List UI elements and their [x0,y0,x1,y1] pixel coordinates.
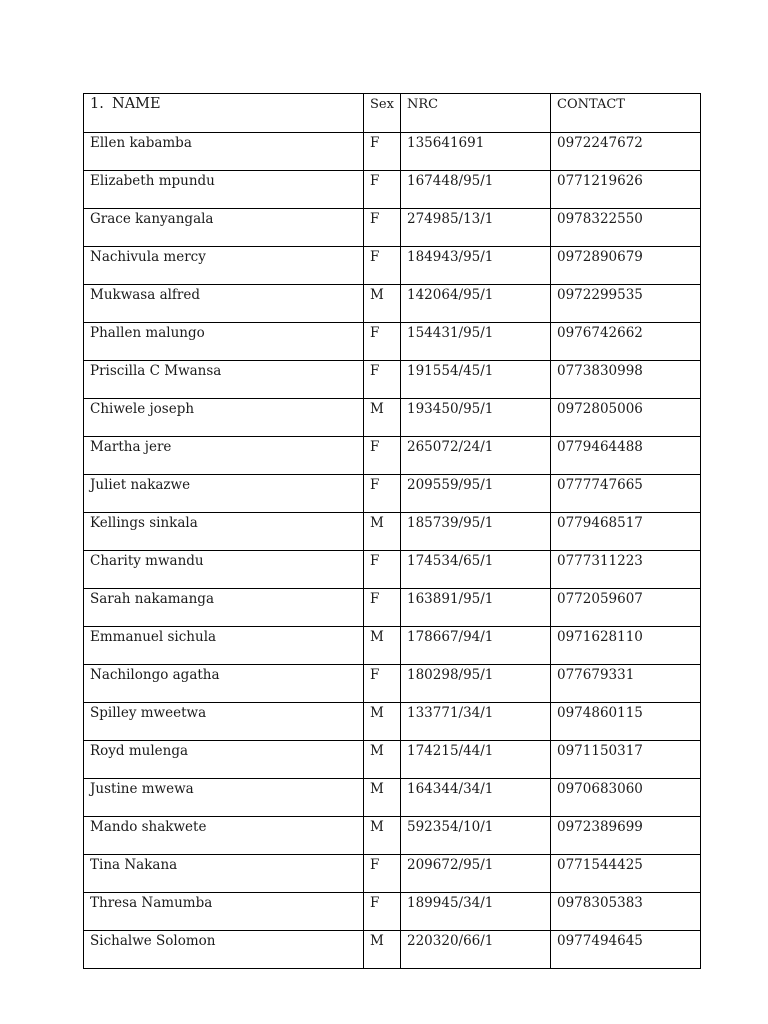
sex-cell: F [364,171,401,209]
nrc-cell: 154431/95/1 [401,323,551,361]
nrc-cell: 174534/65/1 [401,551,551,589]
contact-cell: 0772059607 [551,589,701,627]
header-sex-cell [364,94,401,133]
nrc-cell: 142064/95/1 [401,285,551,323]
sex-cell: F [364,437,401,475]
sex-cell: M [364,703,401,741]
contact-cell: 0972805006 [551,399,701,437]
sex-cell: F [364,551,401,589]
header-nrc-cell [401,94,551,133]
nrc-cell: 592354/10/1 [401,817,551,855]
table-row [84,361,701,399]
table-row [84,171,701,209]
nrc-cell: 135641691 [401,133,551,171]
nrc-cell: 164344/34/1 [401,779,551,817]
table-row [84,247,701,285]
nrc-cell: 163891/95/1 [401,589,551,627]
name-cell: Nachilongo agatha [84,665,364,703]
name-cell: Thresa Namumba [84,893,364,931]
table-row [84,475,701,513]
sex-cell: F [364,209,401,247]
nrc-cell: 220320/66/1 [401,931,551,969]
sex-cell: F [364,665,401,703]
contact-cell: 0777311223 [551,551,701,589]
sex-cell: F [364,475,401,513]
contact-cell: 0978305383 [551,893,701,931]
name-cell: Nachivula mercy [84,247,364,285]
header-nrc-label: NRC [407,97,439,112]
table-row [84,513,701,551]
name-cell: Spilley mweetwa [84,703,364,741]
nrc-cell: 191554/45/1 [401,361,551,399]
nrc-cell: 184943/95/1 [401,247,551,285]
table-row [84,893,701,931]
table-row [84,779,701,817]
name-cell: Martha jere [84,437,364,475]
table-row [84,399,701,437]
nrc-cell: 265072/24/1 [401,437,551,475]
contact-cell: 0971628110 [551,627,701,665]
table-row [84,209,701,247]
table-row [84,855,701,893]
contact-cell: 0971150317 [551,741,701,779]
table-row [84,323,701,361]
name-cell: Ellen kabamba [84,133,364,171]
sex-cell: M [364,399,401,437]
table-header-row [84,94,701,133]
contact-cell: 0974860115 [551,703,701,741]
sex-cell: F [364,589,401,627]
contact-cell: 0972299535 [551,285,701,323]
nrc-cell: 180298/95/1 [401,665,551,703]
contact-cell: 0779464488 [551,437,701,475]
name-cell: Mukwasa alfred [84,285,364,323]
table-row [84,133,701,171]
sex-cell: M [364,627,401,665]
member-table [83,93,701,969]
name-cell: Kellings sinkala [84,513,364,551]
table-row [84,741,701,779]
table-row [84,627,701,665]
contact-cell: 0777747665 [551,475,701,513]
name-cell: Mando shakwete [84,817,364,855]
sex-cell: M [364,779,401,817]
contact-cell: 0972890679 [551,247,701,285]
name-cell: Tina Nakana [84,855,364,893]
table-row [84,437,701,475]
header-contact-label: CONTACT [557,97,625,112]
list-number: 1. [90,96,104,112]
sex-cell: F [364,323,401,361]
name-cell: Royd mulenga [84,741,364,779]
contact-cell: 0771219626 [551,171,701,209]
table-body [84,94,701,969]
nrc-cell: 189945/34/1 [401,893,551,931]
contact-cell: 0976742662 [551,323,701,361]
contact-cell: 0771544425 [551,855,701,893]
name-cell: Charity mwandu [84,551,364,589]
name-cell: Justine mwewa [84,779,364,817]
table-row [84,285,701,323]
nrc-cell: 209672/95/1 [401,855,551,893]
name-cell: Sichalwe Solomon [84,931,364,969]
sex-cell: M [364,817,401,855]
nrc-cell: 209559/95/1 [401,475,551,513]
nrc-cell: 167448/95/1 [401,171,551,209]
contact-cell: 0972389699 [551,817,701,855]
sex-cell: M [364,513,401,551]
contact-cell: 0970683060 [551,779,701,817]
table-row [84,931,701,969]
sex-cell: F [364,893,401,931]
contact-cell: 0972247672 [551,133,701,171]
contact-cell: 0779468517 [551,513,701,551]
contact-cell: 077679331 [551,665,701,703]
name-cell: Chiwele joseph [84,399,364,437]
contact-cell: 0773830998 [551,361,701,399]
sex-cell: F [364,855,401,893]
header-contact-cell [551,94,701,133]
header-sex-label: Sex [370,97,394,112]
sex-cell: M [364,285,401,323]
contact-cell: 0977494645 [551,931,701,969]
sex-cell: F [364,133,401,171]
name-cell: Juliet nakazwe [84,475,364,513]
header-name-cell [84,94,364,133]
nrc-cell: 174215/44/1 [401,741,551,779]
table-row [84,589,701,627]
sex-cell: F [364,361,401,399]
name-cell: Sarah nakamanga [84,589,364,627]
sex-cell: M [364,931,401,969]
nrc-cell: 133771/34/1 [401,703,551,741]
contact-cell: 0978322550 [551,209,701,247]
name-cell: Elizabeth mpundu [84,171,364,209]
header-name-label: NAME [112,96,161,112]
name-cell: Emmanuel sichula [84,627,364,665]
table-row [84,665,701,703]
table-row [84,551,701,589]
name-cell: Phallen malungo [84,323,364,361]
table-row [84,703,701,741]
sex-cell: F [364,247,401,285]
nrc-cell: 178667/94/1 [401,627,551,665]
name-cell: Priscilla C Mwansa [84,361,364,399]
nrc-cell: 185739/95/1 [401,513,551,551]
nrc-cell: 193450/95/1 [401,399,551,437]
sex-cell: M [364,741,401,779]
name-cell: Grace kanyangala [84,209,364,247]
nrc-cell: 274985/13/1 [401,209,551,247]
table-row [84,817,701,855]
